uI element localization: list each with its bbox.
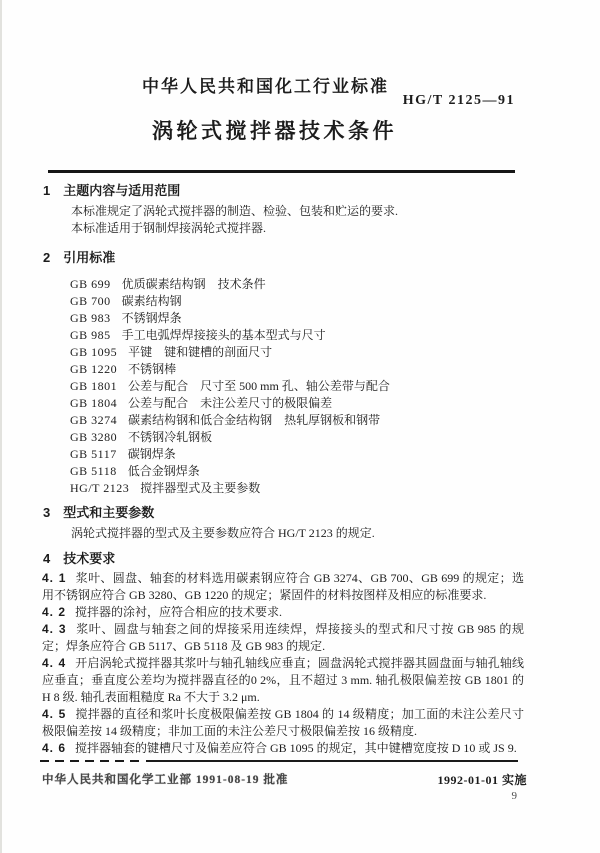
referenced-standard-item [70,276,530,293]
referenced-standard-item [70,310,530,327]
paragraph: 涡轮式搅拌器的型式及主要参数应符合 HG/T 2123 的规定. [71,526,375,540]
section-2-number: 2 [43,250,51,265]
section-1-label: 主题内容与适用范围 [63,183,181,198]
standard-ref-code: GB 1220 [70,362,118,376]
standard-ref-title: 不锈钢焊条 [121,311,182,325]
clause-number: 4. 5 [42,707,67,721]
standard-ref-title: 不锈钢冷轧钢板 [128,430,213,444]
document-title: 涡轮式搅拌器技术条件 [152,120,397,143]
clause-number: 4. 6 [42,741,67,755]
referenced-standard-item [70,344,530,361]
referenced-standard-item [70,395,530,412]
approval-note: 中华人民共和国化学工业部 1991-08-19 批准 [42,774,289,786]
standard-ref-code: GB 5117 [70,447,117,461]
clause [42,706,524,740]
clause [42,655,524,706]
section-2-heading [43,247,115,266]
section-2-label: 引用标准 [63,250,116,265]
standard-org-line: 中华人民共和国化工行业标准 [142,77,389,96]
clause-number: 4. 2 [42,605,67,619]
standard-ref-code: GB 1801 [70,379,118,393]
standard-ref-title: 碳钢焊条 [127,447,176,461]
footnote-rule [40,760,518,762]
clause-number: 4. 3 [42,622,67,636]
standard-ref-title: 碳素结构钢 [121,294,182,308]
standard-ref-code: GB 3274 [70,413,118,427]
standard-ref-code: GB 985 [70,328,111,342]
clause-text: 开启涡轮式搅拌器其浆叶与轴孔轴线应垂直；圆盘涡轮式搅拌器其圆盘面与轴孔轴线应垂直；垂直度公差均为搅拌器直径的0 2%，且不超过 3 mm. 轴孔极限偏差按 GB 1801 的 H 8 级. 轴孔表面粗糙度 Ra 不大于 3.2 μm. [42,656,524,704]
referenced-standard-item [70,378,530,395]
clause-number: 4. 4 [42,656,67,670]
referenced-standard-item [70,327,530,344]
standard-ref-title: 碳素结构钢和低合金结构钢 热轧厚钢板和钢带 [128,413,381,427]
standard-code: HG/T 2125—91 [402,93,515,108]
standard-ref-title: 平键 键和键槽的剖面尺寸 [128,345,273,359]
standard-ref-title: 公差与配合 尺寸至 500 mm 孔、轴公差带与配合 [128,379,390,393]
standard-ref-code: GB 983 [70,311,111,325]
clause [42,570,524,604]
footnote-rule-solid-segment [146,760,518,762]
implementation-note: 1992-01-01 实施 [437,773,527,787]
clause-text: 搅拌器轴套的键槽尺寸及偏差应符合 GB 1095 的规定，其中键槽宽度按 D 10 或 JS 9. [75,741,517,755]
clause [42,604,524,621]
paragraph: 本标准适用于钢制焊接涡轮式搅拌器. [71,221,267,235]
referenced-standard-item [70,480,530,497]
clause-text: 浆叶、圆盘、轴套的材料选用碳素钢应符合 GB 3274、GB 700、GB 699 的规定；选用不锈钢应符合 GB 3280、GB 1220 的规定；紧固件的材料按图样及相应的标准要求. [42,571,525,602]
section-4-heading [43,548,115,567]
section-1-paragraphs [43,203,533,237]
referenced-standard-item [70,293,530,310]
referenced-standard-item [70,361,530,378]
referenced-standard-item [70,429,530,446]
clause-number: 4. 1 [42,571,67,585]
standard-ref-title: 公差与配合 未注公差尺寸的极限偏差 [128,396,333,410]
section-3-body [43,525,533,542]
standard-ref-title: 手工电弧焊焊接接头的基本型式与尺寸 [121,328,326,342]
section-3-number: 3 [43,505,51,520]
standard-ref-code: GB 1804 [70,396,118,410]
standard-ref-title: 不锈钢棒 [128,362,177,376]
header-rule [48,170,515,173]
standard-ref-code: GB 699 [70,277,111,291]
standard-ref-code: GB 3280 [70,430,118,444]
referenced-standards-list [70,276,530,497]
referenced-standard-item [70,463,530,480]
scan-edge-artifact [0,0,2,853]
section-4-clauses [42,570,524,757]
standard-ref-title: 低合金钢焊条 [127,464,200,478]
clause [42,740,524,757]
section-4-number: 4 [43,551,51,566]
standard-ref-title: 优质碳素结构钢 技术条件 [121,277,266,291]
standard-ref-code: GB 5118 [70,464,117,478]
clause [42,621,524,655]
section-3-heading [43,502,154,521]
referenced-standard-item [70,446,530,463]
standard-ref-code: HG/T 2123 [70,481,130,495]
section-4-label: 技术要求 [63,551,116,566]
section-3-label: 型式和主要参数 [63,505,155,520]
page-number: 9 [511,790,517,802]
clause-text: 浆叶、圆盘与轴套之间的焊接采用连续焊，焊接接头的型式和尺寸按 GB 985 的规定；焊条应符合 GB 5117、GB 5118 及 GB 983 的规定. [42,622,524,653]
standard-ref-code: GB 700 [70,294,111,308]
footnote-rule-dashed-segment [40,760,142,762]
standard-ref-code: GB 1095 [70,345,118,359]
paragraph: 本标准规定了涡轮式搅拌器的制造、检验、包装和贮运的要求. [71,204,399,218]
clause-text: 搅拌器的涂衬，应符合相应的技术要求. [75,605,283,619]
standard-ref-title: 搅拌器型式及主要参数 [140,481,261,495]
section-1-heading [43,180,180,199]
referenced-standard-item [70,412,530,429]
clause-text: 搅拌器的直径和浆叶长度极限偏差按 GB 1804 的 14 级精度；加工面的未注公差尺寸极限偏差按 14 级精度；非加工面的未注公差尺寸极限偏差按 16 级精度. [42,707,524,738]
section-1-number: 1 [43,183,51,198]
